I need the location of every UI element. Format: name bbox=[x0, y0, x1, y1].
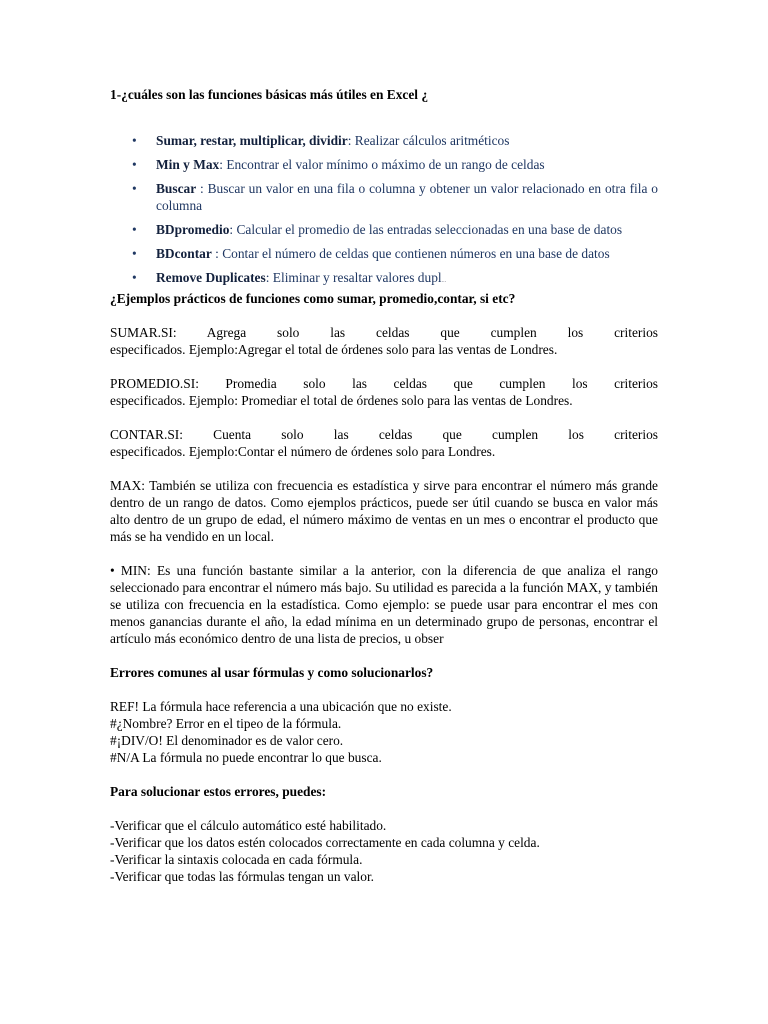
document-body bbox=[110, 86, 658, 885]
error-item: #N/A La fórmula no puede encontrar lo que busca. bbox=[110, 750, 382, 765]
list-item bbox=[110, 156, 658, 173]
bullet-icon: • bbox=[132, 181, 137, 196]
definition-line: especificados. Ejemplo: Promediar el total de órdenes solo para las ventas de Londres. bbox=[110, 393, 573, 408]
errors-heading: Errores comunes al usar fórmulas y como solucionarlos? bbox=[110, 665, 434, 680]
function-description: Buscar un valor en una fila o columna y obtener un valor relacionado en otra fila o columna bbox=[156, 181, 658, 213]
bullet-icon: • bbox=[132, 133, 137, 148]
function-description: Contar el número de celdas que contienen números en una base de datos bbox=[222, 246, 610, 261]
function-description: Realizar cálculos aritméticos bbox=[354, 133, 510, 148]
bullet-icon: • bbox=[132, 222, 137, 237]
min-paragraph: • MIN: Es una función bastante similar a la anterior, con la diferencia de que analiza el rango seleccionado para encontrar el número más bajo. Su utilidad es parecida a la función MAX, y también se utiliza con frecuencia en la estadística. Como ejemplo: se puede usar para encontrar el mes con menos ganancias durante el año, la edad mínima en un determinado grupo de personas, encontrar el artículo más económico dentro de una lista de precios, u obser bbox=[110, 563, 658, 646]
question-2-heading: ¿Ejemplos prácticos de funciones como sumar, promedio,contar, si etc? bbox=[110, 291, 516, 306]
bullet-icon: • bbox=[132, 246, 137, 261]
max-paragraph: MAX: También se utiliza con frecuencia es estadística y sirve para encontrar el número más grande dentro de un rango de datos. Como ejemplos prácticos, puede ser útil cuando se busca en valor más alto dentro de un grupo de edad, el número máximo de ventas en un mes o encontrar el producto que más se ha vendido en un local. bbox=[110, 478, 658, 544]
separator: : bbox=[229, 222, 237, 237]
error-item: #¿Nombre? Error en el tipeo de la fórmula. bbox=[110, 716, 342, 731]
function-description: Encontrar el valor mínimo o máximo de un rango de celdas bbox=[226, 157, 545, 172]
separator: : bbox=[196, 181, 208, 196]
definition-line: SUMAR.SI: Agrega solo las celdas que cumplen los criterios bbox=[110, 325, 658, 340]
basic-functions-list bbox=[110, 132, 658, 290]
list-item bbox=[110, 132, 658, 149]
list-item bbox=[110, 221, 658, 238]
function-term: BDcontar bbox=[156, 246, 212, 261]
function-term: Sumar, restar, multiplicar, dividir bbox=[156, 133, 348, 148]
function-term: Buscar bbox=[156, 181, 197, 196]
solution-item: -Verificar la sintaxis colocada en cada fórmula. bbox=[110, 852, 363, 867]
list-item bbox=[110, 180, 658, 214]
list-item bbox=[110, 269, 658, 290]
definition-line: especificados. Ejemplo:Contar el número de órdenes solo para Londres. bbox=[110, 444, 496, 459]
solutions-list bbox=[110, 817, 658, 885]
function-description: Calcular el promedio de las entradas seleccionadas en una base de datos bbox=[236, 222, 623, 237]
function-term: Remove Duplicates bbox=[156, 270, 266, 285]
definition-line: especificados. Ejemplo:Agregar el total de órdenes solo para las ventas de Londres. bbox=[110, 342, 558, 357]
question-1-heading: 1-¿cuáles son las funciones básicas más útiles en Excel ¿ bbox=[110, 87, 429, 102]
solution-item: -Verificar que todas las fórmulas tengan un valor. bbox=[110, 869, 375, 884]
error-item: REF! La fórmula hace referencia a una ubicación que no existe. bbox=[110, 699, 452, 714]
contar-si-definition bbox=[110, 426, 658, 460]
solution-item: -Verificar que los datos estén colocados correctamente en cada columna y celda. bbox=[110, 835, 540, 850]
function-term: BDpromedio bbox=[156, 222, 230, 237]
separator: : bbox=[347, 133, 355, 148]
separator: : bbox=[265, 270, 273, 285]
separator: : bbox=[211, 246, 223, 261]
list-item bbox=[110, 245, 658, 262]
truncation-mark: ... bbox=[441, 278, 447, 284]
function-description: Eliminar y resaltar valores dupl bbox=[272, 270, 442, 285]
bullet-icon: • bbox=[132, 270, 137, 285]
definition-line: PROMEDIO.SI: Promedia solo las celdas que cumplen los criterios bbox=[110, 376, 658, 391]
solution-item: -Verificar que el cálculo automático esté habilitado. bbox=[110, 818, 387, 833]
sumar-si-definition bbox=[110, 324, 658, 358]
definition-line: CONTAR.SI: Cuenta solo las celdas que cumplen los criterios bbox=[110, 427, 658, 442]
solutions-heading: Para solucionar estos errores, puedes: bbox=[110, 784, 327, 799]
bullet-icon: • bbox=[132, 157, 137, 172]
errors-list bbox=[110, 698, 658, 766]
error-item: #¡DIV/O! El denominador es de valor cero. bbox=[110, 733, 344, 748]
promedio-si-definition bbox=[110, 375, 658, 409]
separator: : bbox=[219, 157, 227, 172]
spacer bbox=[110, 766, 658, 783]
function-term: Min y Max bbox=[156, 157, 220, 172]
